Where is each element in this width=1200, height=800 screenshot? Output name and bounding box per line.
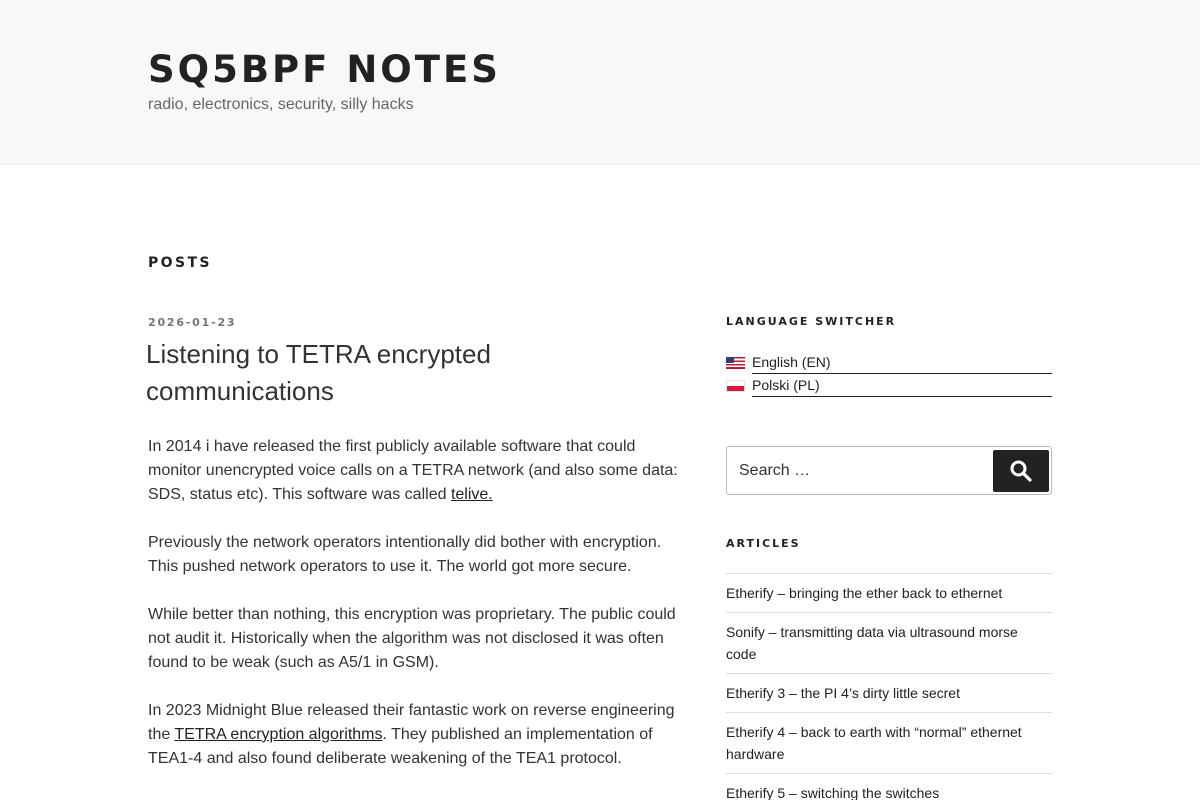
list-item xyxy=(726,774,1052,800)
article-link[interactable]: Sonify – transmitting data via ultrasound morse code xyxy=(726,624,1018,662)
search-icon xyxy=(1009,459,1033,483)
page-heading: POSTS xyxy=(148,255,212,271)
site-tagline: radio, electronics, security, silly hacks xyxy=(148,96,414,113)
post-paragraph-2: Previously the network operators intentionally did bother with encryption. This pushed network operators to use it. The world got more secure. xyxy=(148,534,662,575)
article-link[interactable]: Etherify 4 – back to earth with “normal” ethernet hardware xyxy=(726,724,1022,762)
post-title[interactable]: Listening to TETRA encrypted communications xyxy=(146,339,491,406)
tetra-algorithms-link[interactable]: TETRA encryption algorithms xyxy=(174,726,383,743)
post-paragraph-1 xyxy=(148,435,678,507)
articles-list xyxy=(726,573,1052,800)
post-paragraph-1-text: In 2014 i have released the first publicly available software that could monitor unencrypted voice calls on a TETRA network (and also some data: SDS, status etc). This software was called xyxy=(148,438,678,503)
language-item-en xyxy=(726,351,1052,374)
list-item xyxy=(726,713,1052,774)
list-item xyxy=(726,613,1052,674)
search-input[interactable] xyxy=(727,447,987,494)
language-list xyxy=(726,351,1052,397)
telive-link[interactable]: telive. xyxy=(450,486,493,503)
post-paragraph-3: While better than nothing, this encryption was proprietary. The public could not audit it. Historically when the algorithm was not disclosed it was often found to be weak (such as A5/1 in GSM). xyxy=(148,606,676,671)
language-item-pl xyxy=(726,374,1052,397)
list-item xyxy=(726,574,1052,613)
site-header xyxy=(0,0,1200,164)
post-date[interactable]: 2026-01-23 xyxy=(148,316,237,329)
list-item xyxy=(726,674,1052,713)
articles-title: ARTICLES xyxy=(726,537,801,550)
site-title[interactable]: SQ5BPF NOTES xyxy=(148,48,501,91)
post-body xyxy=(148,435,678,771)
post-paragraph-4-text-before: In 2023 Midnight Blue released their fantastic work on reverse engineering the xyxy=(148,702,675,743)
sidebar xyxy=(726,314,1052,800)
post-paragraph-4-text-after: . They published an implementation of TEA1-4 and also found deliberate weakening of the TEA1 protocol. xyxy=(148,726,653,767)
pl-flag-icon xyxy=(726,380,745,392)
language-link-pl[interactable]: Polski (PL) xyxy=(752,374,1052,397)
article-link[interactable]: Etherify 5 – switching the switches xyxy=(726,785,940,800)
search-button[interactable] xyxy=(993,450,1049,492)
search-form xyxy=(726,446,1052,495)
language-switcher-title: LANGUAGE SWITCHER xyxy=(726,315,897,328)
header-divider xyxy=(0,164,1200,165)
us-flag-icon xyxy=(726,357,745,369)
article-link[interactable]: Etherify – bringing the ether back to ethernet xyxy=(726,585,1003,601)
language-link-en[interactable]: English (EN) xyxy=(752,351,1052,374)
post-paragraph-4 xyxy=(148,699,678,771)
article-link[interactable]: Etherify 3 – the PI 4’s dirty little secret xyxy=(726,685,960,701)
post xyxy=(148,314,678,795)
